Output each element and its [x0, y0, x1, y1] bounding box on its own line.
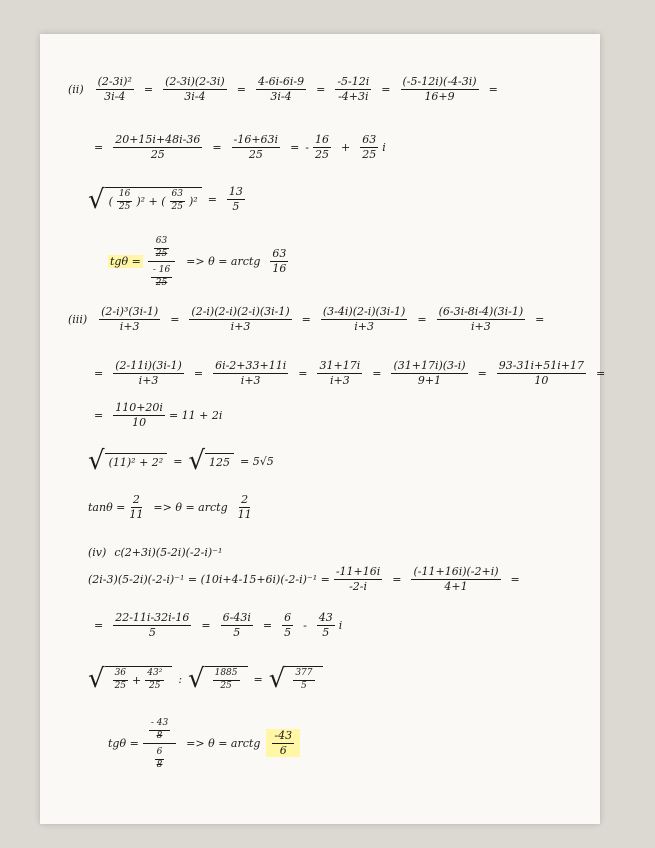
p3-argument: tanθ = $\frac{2}{11}$ => θ = arctg $\frac{2}{11}$	[88, 493, 252, 522]
fraction: $\frac{-43}{6}$	[274, 729, 293, 758]
fraction: $\frac{63}{25}$	[362, 133, 377, 162]
fraction: $\frac{20+15i+48i-36}{25}$	[115, 133, 201, 162]
square-root: √ (11)² + 2²	[88, 448, 167, 474]
p4-line-2: = $\frac{22-11i-32i-16}{5}$ = $\frac{6-43i}{5}$ = $\frac{6}{5}$ - $\frac{43}{5}$ i	[94, 611, 343, 640]
fraction: $\frac{-5-12i}{-4+3i}$	[337, 75, 370, 104]
p4-line-1: (2i-3)(5-2i)(-2-i)⁻¹ = (10i+4-15+6i)(-2-i)⁻¹ = $\frac{-11+16i}{-2-i}$ = $\frac{(-11+16i)(-2+i)}{4+1}$ =	[88, 565, 520, 594]
p2-line-1: (ii) $\frac{\text{(2-3i)²}}{3i-4}$ = $\frac{(2-3i)(2-3i)}{3i-4}$ = $\frac{4-6i-6i-9}{3i-4}$ = $\frac{-5-12i}{-4+3i}$ = $\frac{(-5-12i)(-4-3i)}{16+9}$ =	[68, 75, 498, 104]
fraction: $\frac{6i-2+33+11i}{i+3}$	[215, 359, 287, 388]
fraction: $\frac{13}{5}$	[228, 185, 243, 214]
p3-line-2: = $\frac{(2-11i)(3i-1)}{i+3}$ = $\frac{6i-2+33+11i}{i+3}$ = $\frac{31+17i}{i+3}$ = $\frac{(31+17i)(3-i)}{9+1}$ = $\frac{93-31i+51i+17}{10}$ =	[94, 359, 606, 388]
fraction: $\frac{6-43i}{5}$	[222, 611, 251, 640]
p2-argument: tgθ = $\frac{\frac{63}{25}}{\frac{- 16}{25}}$ => θ = arctg $\frac{63}{16}$	[110, 236, 287, 288]
p3-line-3: = $\frac{110+20i}{10}$ = 11 + 2i	[94, 401, 223, 430]
square-root: √ $\frac{1885}{25}$	[188, 666, 247, 692]
fraction: $\frac{(2-11i)(3i-1)}{i+3}$	[115, 359, 182, 388]
fraction: $\frac{43}{5}$	[318, 611, 333, 640]
notebook-page	[40, 34, 606, 824]
fraction: $\frac{4-6i-6i-9}{3i-4}$	[257, 75, 305, 104]
compound-fraction: $\frac{\frac{- 43}{8}}{\frac{6}{8}}$	[143, 716, 176, 771]
p2-modulus: √ ( $\frac{16}{25}$ )² + ( $\frac{63}{25}$ )² = $\frac{13}{5}$	[88, 184, 243, 215]
fraction: $\frac{6}{5}$	[284, 611, 292, 640]
p2-line-2: = $\frac{20+15i+48i-36}{25}$ = $\frac{-16+63i}{25}$ = - $\frac{16}{25}$ + $\frac{63}{25}$ i	[94, 133, 386, 162]
fraction: $\frac{63}{16}$	[272, 246, 287, 275]
p4-modulus: √ $\frac{36}{25}$ + $\frac{\text{43²}}{25}$ : √ $\frac{1885}{25}$ = √ $\frac{377}{5}$	[88, 666, 323, 692]
square-root: √ ( $\frac{16}{25}$ )² + ( $\frac{63}{25}$ )²	[88, 187, 202, 213]
p3-modulus: √ (11)² + 2² = √ 125 = 5√5	[88, 446, 274, 476]
fraction: $\frac{16}{25}$	[315, 133, 330, 162]
fraction: $\frac{2}{11}$	[237, 493, 252, 522]
fraction: $\frac{\text{(2-i)³(3i-1)}}{i+3}$	[101, 305, 159, 334]
fraction: $\frac{110+20i}{10}$	[115, 401, 163, 430]
compound-fraction: $\frac{\frac{63}{25}}{\frac{- 16}{25}}$	[147, 234, 176, 289]
square-root: √ $\frac{377}{5}$	[269, 666, 323, 692]
fraction: $\frac{(-5-12i)(-4-3i)}{16+9}$	[402, 75, 477, 104]
fraction: $\frac{(3-4i)(2-i)(3i-1)}{i+3}$	[322, 305, 406, 334]
p4-line-0: (iv) c(2+3i)(5-2i)(-2-i)⁻¹	[88, 546, 223, 559]
p3-line-1: (iii) $\frac{\text{(2-i)³(3i-1)}}{i+3}$ = $\frac{(2-i)(2-i)(2-i)(3i-1)}{i+3}$ = $\frac{(3-4i)(2-i)(3i-1)}{i+3}$ = $\frac{(6-3i-8i-4)(3i-1)}{i+3}$ =	[68, 305, 545, 334]
fraction: $\frac{-11+16i}{-2-i}$	[335, 565, 381, 594]
fraction: $\frac{22-11i-32i-16}{5}$	[115, 611, 190, 640]
fraction: $\frac{\text{(2-3i)²}}{3i-4}$	[97, 75, 132, 104]
fraction: $\frac{31+17i}{i+3}$	[319, 359, 361, 388]
p4-argument: tgθ = $\frac{\frac{- 43}{8}}{\frac{6}{8}}$ => θ = arctg $\frac{-43}{6}$	[108, 716, 300, 771]
fraction: $\frac{-16+63i}{25}$	[233, 133, 279, 162]
highlighted-result	[266, 729, 300, 757]
fraction: $\frac{(6-3i-8i-4)(3i-1)}{i+3}$	[438, 305, 524, 334]
fraction: $\frac{93-31i+51i+17}{10}$	[498, 359, 584, 388]
fraction: $\frac{(2-i)(2-i)(2-i)(3i-1)}{i+3}$	[191, 305, 290, 334]
part-label-ii: (ii)	[68, 83, 84, 97]
part-label-iii: (iii)	[68, 313, 88, 327]
square-root: √ 125	[188, 448, 234, 474]
fraction: $\frac{(2-3i)(2-3i)}{3i-4}$	[165, 75, 225, 104]
square-root: √ $\frac{36}{25}$ + $\frac{\text{43²}}{25}$	[88, 666, 172, 692]
fraction: $\frac{(-11+16i)(-2+i)}{4+1}$	[413, 565, 499, 594]
fraction: $\frac{(31+17i)(3-i)}{9+1}$	[393, 359, 466, 388]
part-label-iv: (iv)	[88, 546, 107, 559]
highlighted-tg: tgθ =	[110, 254, 141, 268]
fraction: $\frac{2}{11}$	[129, 493, 144, 522]
